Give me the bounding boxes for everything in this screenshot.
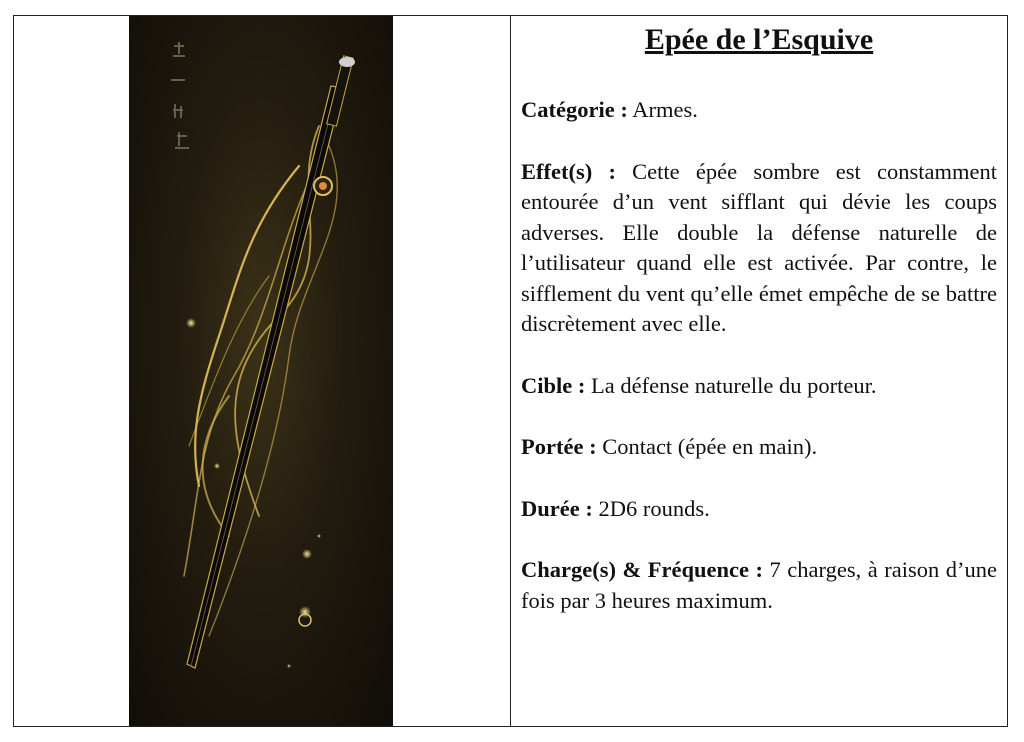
value-cible: La défense naturelle du porteur. <box>585 372 877 398</box>
field-cible <box>521 371 997 402</box>
label-cible: Cible : <box>521 372 586 398</box>
value-effets: Cette épée sombre est constamment entourée d’un vent sifflant qui dévie les coups adverses. Elle double la défense naturelle de l’utilisateur quand elle est activée. Par contre, le sifflement du vent qu’elle émet empêche de se battre discrètement avec elle. <box>521 158 997 336</box>
sword-icon <box>129 16 393 726</box>
field-duree <box>521 494 997 525</box>
field-portee <box>521 432 997 463</box>
value-categorie: Armes. <box>627 97 698 122</box>
label-effets: Effet(s) : <box>521 158 616 184</box>
label-portee: Portée : <box>521 434 597 459</box>
label-duree: Durée : <box>521 495 593 521</box>
field-categorie <box>521 95 997 126</box>
value-duree: 2D6 rounds. <box>592 495 710 521</box>
field-effets <box>521 157 997 340</box>
description-cell <box>511 16 1007 726</box>
value-charges: 7 charges, à raison d’une fois par 3 heures maximum. <box>521 557 997 613</box>
item-card <box>13 15 1008 727</box>
label-categorie: Catégorie : <box>521 97 628 122</box>
sword-illustration <box>129 16 393 726</box>
label-charges: Charge(s) & Fréquence : <box>521 557 763 582</box>
item-title: Epée de l’Esquive <box>644 23 874 56</box>
value-portee: Contact (épée en main). <box>596 434 818 459</box>
field-charges <box>521 555 997 616</box>
image-cell <box>14 16 511 726</box>
calligraphy-marks <box>171 42 189 148</box>
